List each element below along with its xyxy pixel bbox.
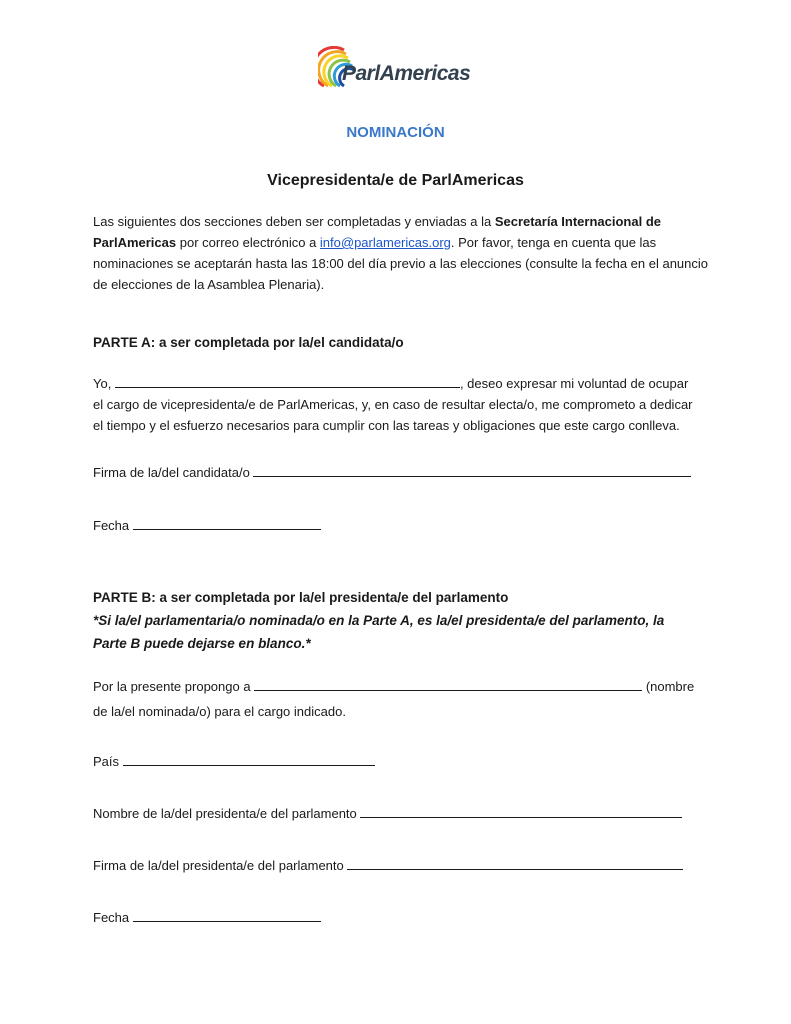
president-name-label: Nombre de la/del presidenta/e del parlamento <box>93 806 357 821</box>
country-label: País <box>93 754 120 769</box>
intro-line-4: de elecciones de la Asamblea Plenaria). <box>93 277 325 292</box>
candidate-signature-row <box>93 464 691 482</box>
president-signature-field[interactable] <box>347 857 683 870</box>
intro-line-1 <box>93 211 705 232</box>
intro-text: por correo electrónico a <box>176 235 320 250</box>
parlamericas-logo <box>318 46 478 96</box>
intro-line-2 <box>93 232 705 253</box>
part-b-date-label: Fecha <box>93 910 130 925</box>
part-b-propose-line-1 <box>93 674 705 699</box>
part-b-date-field[interactable] <box>133 909 321 922</box>
part-b-propose-paragraph <box>93 674 705 724</box>
intro-text: Las siguientes dos secciones deben ser completadas y enviadas a la <box>93 214 495 229</box>
part-b-heading: PARTE B: a ser completada por la/el presidenta/e del parlamento <box>93 590 509 605</box>
part-b-propose-line-2: de la/el nominada/o) para el cargo indicado. <box>93 704 346 719</box>
document-subtitle: Vicepresidenta/e de ParlAmericas <box>267 172 524 189</box>
logo-text: ParlAmericas <box>342 62 471 85</box>
part-a-date-field[interactable] <box>133 517 321 530</box>
candidate-name-input[interactable] <box>115 375 460 388</box>
intro-bold-text: Secretaría Internacional de <box>494 214 661 229</box>
document-title: NOMINACIÓN <box>346 124 445 141</box>
yo-label: Yo, <box>93 376 112 391</box>
part-a-line-2: el cargo de vicepresidenta/e de ParlAmericas, y, en caso de resultar electa/o, me comprometo a dedicar <box>93 397 693 412</box>
candidate-signature-field[interactable] <box>253 464 691 477</box>
part-b-note-line-2: Parte B puede dejarse en blanco.* <box>93 636 311 651</box>
country-row <box>93 753 375 771</box>
president-name-field[interactable] <box>360 805 682 818</box>
part-a-line-1 <box>93 373 705 394</box>
propose-text: (nombre <box>645 679 695 694</box>
part-b-date-row <box>93 909 321 927</box>
president-name-row <box>93 805 682 823</box>
president-signature-row <box>93 857 683 875</box>
part-a-text: , deseo expresar mi voluntad de ocupar <box>459 376 689 391</box>
part-a-date-row <box>93 517 321 535</box>
intro-bold-text: ParlAmericas <box>93 235 177 250</box>
candidate-signature-label: Firma de la/del candidata/o <box>93 465 250 480</box>
email-link[interactable]: info@parlamericas.org <box>319 235 451 250</box>
part-b-note <box>93 609 713 655</box>
intro-paragraph <box>93 211 709 295</box>
part-a-paragraph <box>93 373 705 436</box>
part-a-line-3: el tiempo y el esfuerzo necesarios para cumplir con las tareas y obligaciones que este cargo conlleva. <box>93 418 680 433</box>
part-b-note-line-1: *Si la/el parlamentaria/o nominada/o en la Parte A, es la/el presidenta/e del parlamento, la <box>93 613 665 628</box>
part-a-date-label: Fecha <box>93 518 130 533</box>
part-a-heading: PARTE A: a ser completada por la/el candidata/o <box>93 335 404 350</box>
intro-line-3: nominaciones se aceptarán hasta las 18:00 del día previo a las elecciones (consulte la fecha en el anuncio <box>93 256 709 271</box>
intro-text: . Por favor, tenga en cuenta que las <box>450 235 657 250</box>
propose-text: Por la presente propongo a <box>93 679 251 694</box>
nominee-name-input[interactable] <box>254 678 642 691</box>
president-signature-label: Firma de la/del presidenta/e del parlamento <box>93 858 344 873</box>
country-field[interactable] <box>123 753 375 766</box>
